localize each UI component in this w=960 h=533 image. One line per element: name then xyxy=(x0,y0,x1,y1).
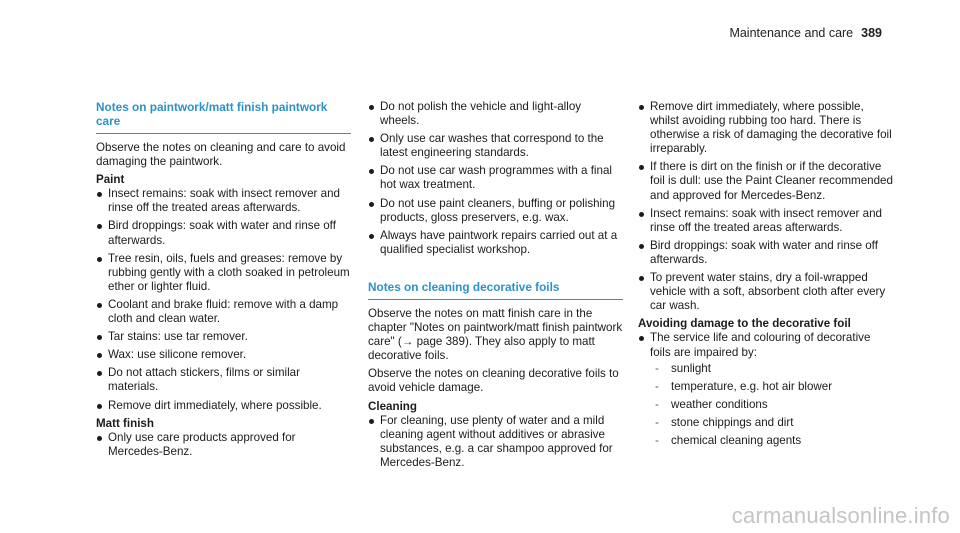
watermark: carmanualsonline.info xyxy=(731,503,950,528)
list-item: Do not attach stickers, films or similar materials. xyxy=(96,366,351,394)
list-item: Coolant and brake fluid: remove with a damp cloth and clean water. xyxy=(96,298,351,326)
avoiding-damage-list xyxy=(638,331,893,448)
arrow-right-icon: → xyxy=(401,335,414,349)
page-reference-link[interactable]: page 389 xyxy=(416,335,465,349)
matt-finish-heading: Matt finish xyxy=(96,416,154,430)
damage-factors-list xyxy=(650,362,893,448)
list-item: If there is dirt on the finish or if the decorative foil is dull: use the Paint Cleaner recommended and approved for Mercedes-Benz. xyxy=(638,160,893,202)
paintwork-intro: Observe the notes on cleaning and care to avoid damaging the paintwork. xyxy=(96,141,346,169)
list-item: Do not polish the vehicle and light-alloy wheels. xyxy=(368,100,623,128)
list-item: Remove dirt immediately, where possible. xyxy=(96,399,351,413)
list-item: Always have paintwork repairs carried out at a qualified specialist workshop. xyxy=(368,229,623,257)
list-item: Remove dirt immediately, where possible, whilst avoiding rubbing too hard. There is otherwise a risk of damaging the decorative foil irreparably. xyxy=(638,100,893,156)
avoiding-damage-heading: Avoiding damage to the decorative foil xyxy=(638,317,851,331)
page-header xyxy=(729,26,882,40)
damage-item-text: The service life and colouring of decorative foils are impaired by: xyxy=(650,331,871,359)
foils-text-before: Observe the notes on matt finish care in the chapter "Notes on paintwork/matt finish paintwork care" ( xyxy=(368,306,623,349)
list-item: Only use care products approved for Mercedes-Benz. xyxy=(96,431,351,459)
cleaning-list xyxy=(368,414,623,470)
list-item: For cleaning, use plenty of water and a mild cleaning agent without additives or abrasive substances, e.g. a car shampoo approved for Mercedes-Benz. xyxy=(368,414,623,470)
matt-finish-list-continued xyxy=(368,100,623,257)
list-item: Insect remains: soak with insect remover and rinse off the treated areas afterwards. xyxy=(638,207,893,235)
section-title-decorative-foils: Notes on cleaning decorative foils xyxy=(368,280,623,300)
dash-item: - temperature, e.g. hot air blower xyxy=(650,380,893,394)
column-2 xyxy=(368,100,623,474)
list-item: To prevent water stains, dry a foil-wrapped vehicle with a soft, absorbent cloth after every car wash. xyxy=(638,271,893,313)
section-name: Maintenance and care xyxy=(729,26,854,40)
list-item: Do not use paint cleaners, buffing or polishing products, gloss preservers, e.g. wax. xyxy=(368,197,623,225)
dash-item: - sunlight xyxy=(650,362,893,376)
list-item: Bird droppings: soak with water and rinse off afterwards. xyxy=(96,219,351,247)
list-item: Only use car washes that correspond to the latest engineering standards. xyxy=(368,132,623,160)
foils-text-after: ). They also apply to matt decorative foils. xyxy=(368,335,595,363)
column-3 xyxy=(638,100,893,452)
section-title-paintwork: Notes on paintwork/matt finish paintwork care xyxy=(96,100,351,134)
paint-heading: Paint xyxy=(96,173,125,187)
paint-list xyxy=(96,187,351,412)
list-item: Do not use car wash programmes with a final hot wax treatment. xyxy=(368,164,623,192)
page-number: 389 xyxy=(861,26,882,40)
list-item: Bird droppings: soak with water and rinse off afterwards. xyxy=(638,239,893,267)
list-item: Tar stains: use tar remover. xyxy=(96,330,351,344)
foils-paragraph-1 xyxy=(368,307,623,363)
dash-item: - weather conditions xyxy=(650,398,893,412)
list-item xyxy=(638,331,893,448)
list-item: Tree resin, oils, fuels and greases: remove by rubbing gently with a cloth soaked in petroleum ether or lighter fluid. xyxy=(96,252,351,294)
list-item: Wax: use silicone remover. xyxy=(96,348,351,362)
column-1 xyxy=(96,100,351,463)
cleaning-list-continued xyxy=(638,100,893,313)
list-item: Insect remains: soak with insect remover and rinse off the treated areas afterwards. xyxy=(96,187,351,215)
dash-item: - chemical cleaning agents xyxy=(650,434,893,448)
matt-finish-list xyxy=(96,431,351,459)
cleaning-heading: Cleaning xyxy=(368,399,417,413)
dash-item: - stone chippings and dirt xyxy=(650,416,893,430)
foils-paragraph-2: Observe the notes on cleaning decorative foils to avoid vehicle damage. xyxy=(368,367,619,395)
